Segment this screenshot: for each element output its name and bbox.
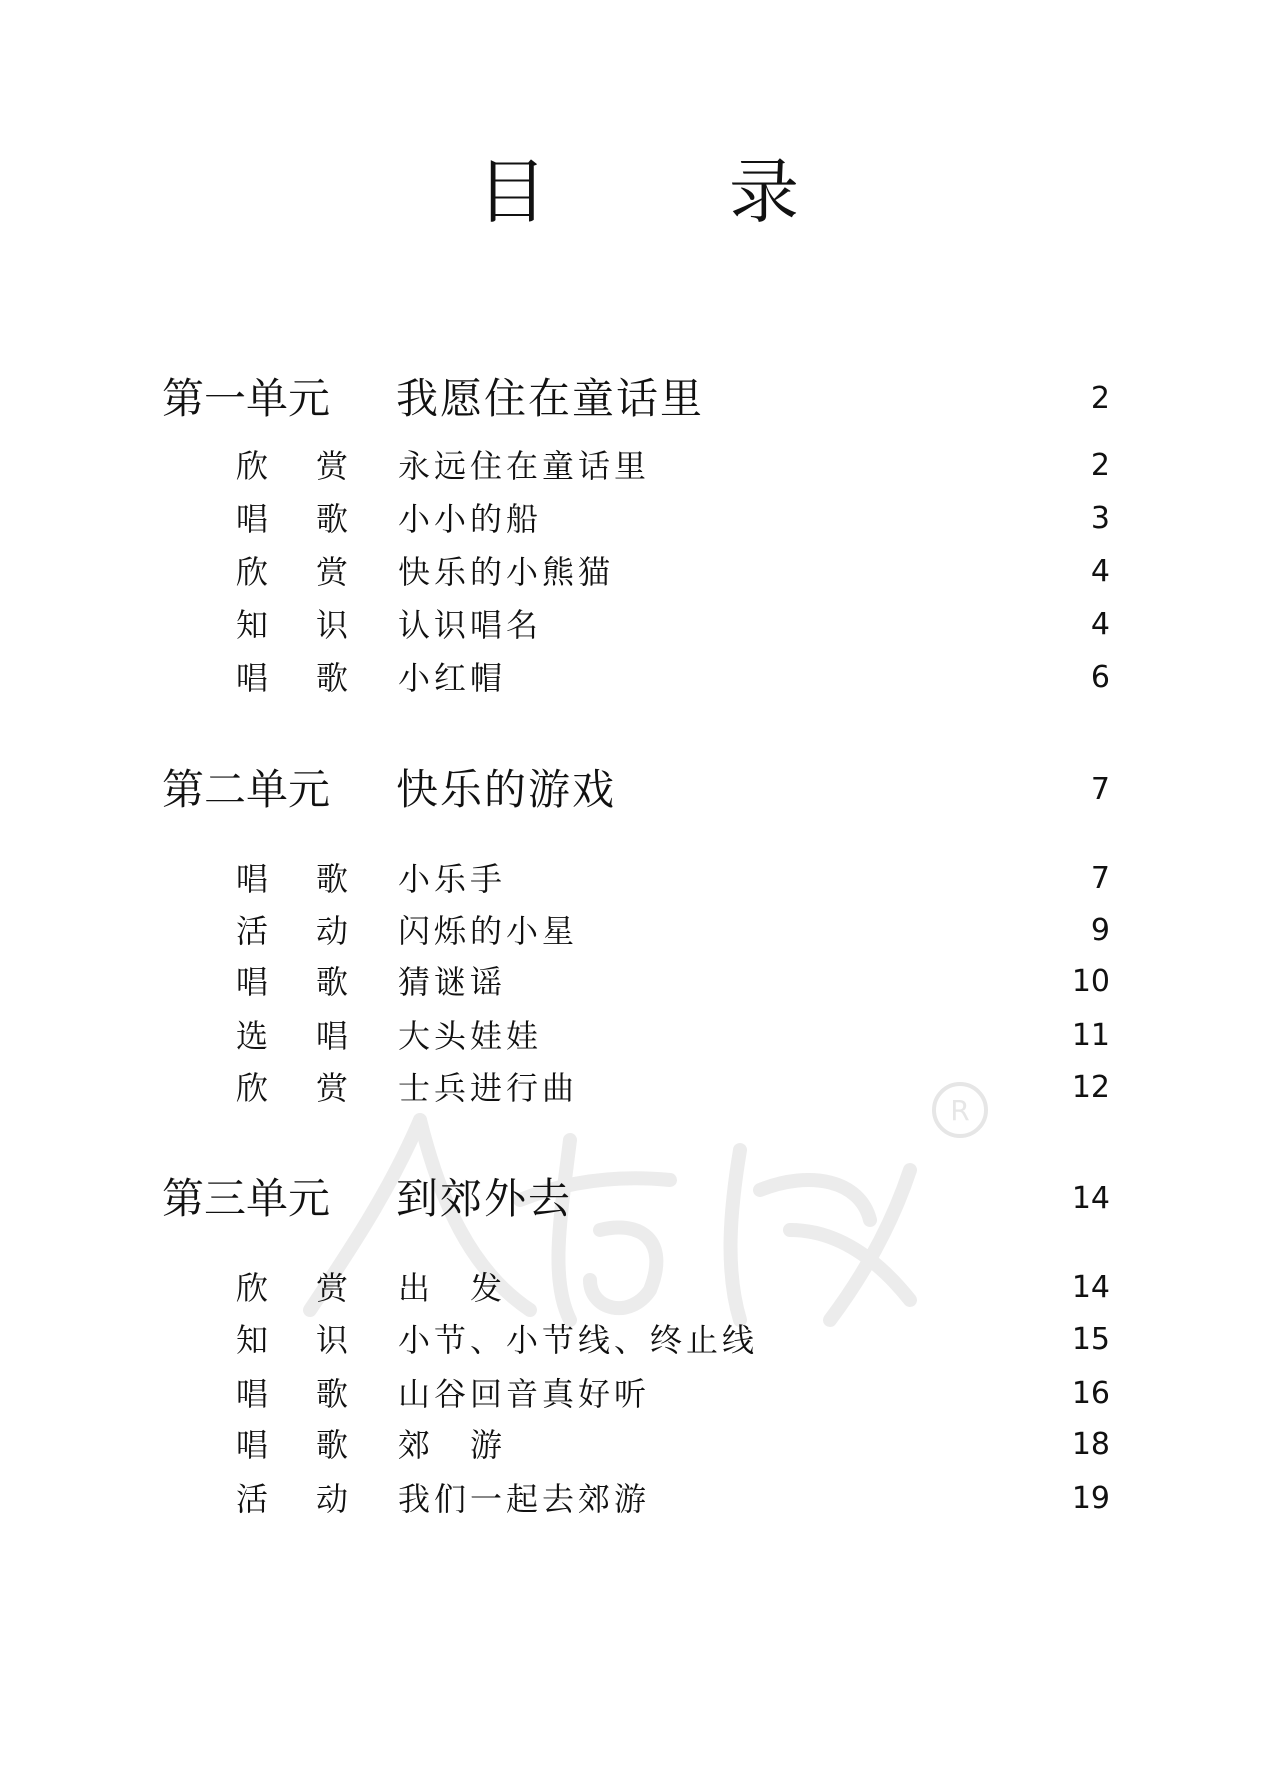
entry-title: 出 发 <box>398 1269 507 1307</box>
entry-page-number: 3 <box>1090 501 1110 536</box>
entry-type: 知 识 <box>236 606 357 644</box>
toc-entry <box>0 1318 1276 1362</box>
entry-title: 士兵进行曲 <box>398 1069 579 1107</box>
entry-title: 小小的船 <box>398 500 543 538</box>
entry-type: 唱 歌 <box>236 659 357 697</box>
unit-heading <box>0 760 1276 820</box>
toc-entry <box>0 909 1276 953</box>
entry-type: 唱 歌 <box>236 963 357 1001</box>
entry-type: 唱 歌 <box>236 860 357 898</box>
toc-entry <box>0 1266 1276 1310</box>
page-title: 目 录 <box>477 151 855 233</box>
unit-page-number: 14 <box>1071 1181 1110 1216</box>
entry-type: 欣 赏 <box>236 1069 357 1107</box>
toc-entry <box>0 1372 1276 1416</box>
toc-entry <box>0 656 1276 700</box>
entry-page-number: 14 <box>1071 1270 1110 1305</box>
toc-entry <box>0 603 1276 647</box>
entry-type: 知 识 <box>236 1321 357 1359</box>
entry-title: 猜谜谣 <box>398 963 507 1001</box>
entry-type: 唱 歌 <box>236 500 357 538</box>
entry-page-number: 4 <box>1090 607 1110 642</box>
unit-name: 快乐的游戏 <box>396 765 617 814</box>
entry-type: 活 动 <box>236 912 357 950</box>
unit-label: 第二单元 <box>162 765 331 814</box>
entry-type: 欣 赏 <box>236 447 357 485</box>
toc-entry <box>0 550 1276 594</box>
entry-page-number: 12 <box>1071 1070 1110 1105</box>
entry-title: 小节、小节线、终止线 <box>398 1321 759 1359</box>
entry-page-number: 15 <box>1071 1322 1110 1357</box>
entry-page-number: 9 <box>1090 913 1110 948</box>
toc-entry <box>0 960 1276 1004</box>
entry-title: 永远住在童话里 <box>398 447 651 485</box>
toc-entry <box>0 1066 1276 1110</box>
toc-entry <box>0 497 1276 541</box>
entry-title: 小乐手 <box>398 860 507 898</box>
toc-entry <box>0 1423 1276 1467</box>
entry-title: 郊 游 <box>398 1426 507 1464</box>
entry-title: 大头娃娃 <box>398 1017 543 1055</box>
entry-page-number: 10 <box>1071 964 1110 999</box>
entry-page-number: 7 <box>1090 861 1110 896</box>
entry-title: 闪烁的小星 <box>398 912 579 950</box>
entry-page-number: 2 <box>1090 448 1110 483</box>
unit-name: 我愿住在童话里 <box>396 374 705 423</box>
entry-page-number: 4 <box>1090 554 1110 589</box>
entry-page-number: 19 <box>1071 1481 1110 1516</box>
entry-type: 选 唱 <box>236 1017 357 1055</box>
unit-heading <box>0 369 1276 429</box>
unit-name: 到郊外去 <box>396 1174 573 1223</box>
entry-title: 小红帽 <box>398 659 507 697</box>
entry-title: 认识唱名 <box>398 606 543 644</box>
unit-page-number: 7 <box>1090 772 1110 807</box>
toc-entry <box>0 1014 1276 1058</box>
entry-type: 唱 歌 <box>236 1375 357 1413</box>
entry-page-number: 16 <box>1071 1376 1110 1411</box>
entry-type: 活 动 <box>236 1480 357 1518</box>
toc-entry <box>0 1477 1276 1521</box>
entry-type: 欣 赏 <box>236 553 357 591</box>
unit-label: 第一单元 <box>162 374 331 423</box>
entry-page-number: 11 <box>1071 1018 1110 1053</box>
unit-heading <box>0 1169 1276 1229</box>
unit-label: 第三单元 <box>162 1174 331 1223</box>
unit-page-number: 2 <box>1090 381 1110 416</box>
entry-title: 快乐的小熊猫 <box>398 553 615 591</box>
svg-text:R: R <box>950 1094 970 1127</box>
entry-type: 唱 歌 <box>236 1426 357 1464</box>
entry-page-number: 6 <box>1090 660 1110 695</box>
entry-page-number: 18 <box>1071 1427 1110 1462</box>
toc-entry <box>0 857 1276 901</box>
entry-title: 山谷回音真好听 <box>398 1375 651 1413</box>
toc-entry <box>0 444 1276 488</box>
entry-title: 我们一起去郊游 <box>398 1480 651 1518</box>
entry-type: 欣 赏 <box>236 1269 357 1307</box>
